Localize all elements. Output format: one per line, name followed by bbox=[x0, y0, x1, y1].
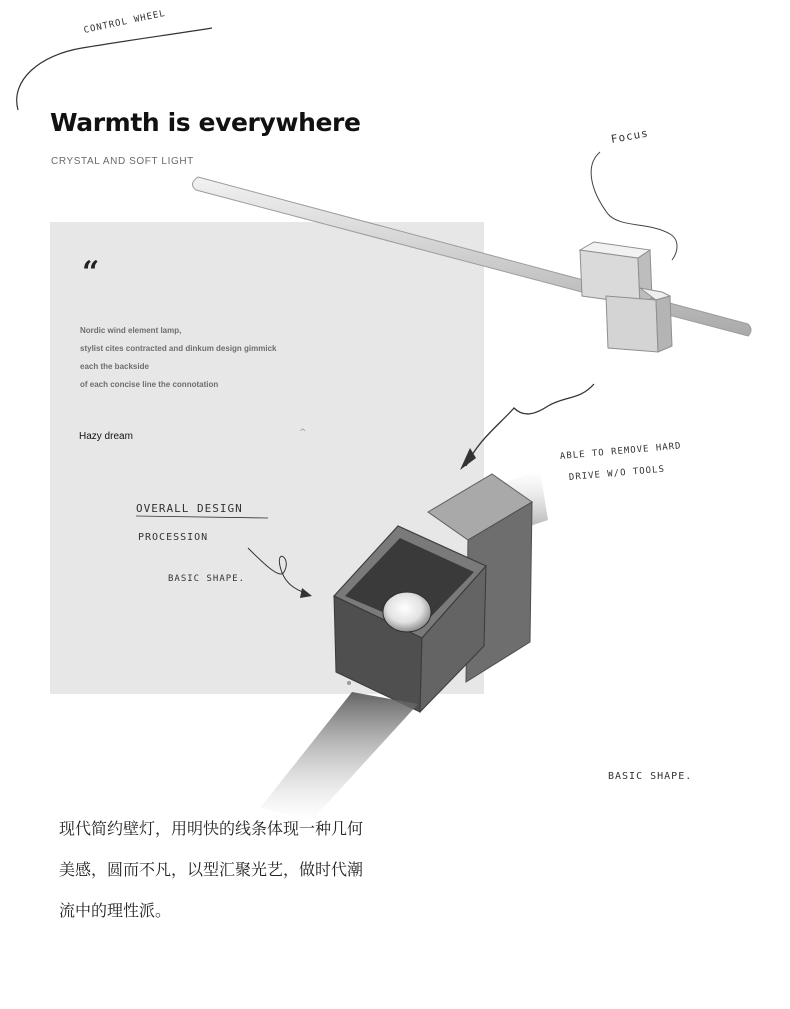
note-focus: Focus bbox=[609, 126, 650, 146]
description-line: Nordic wind element lamp, bbox=[80, 326, 182, 335]
description-block bbox=[80, 322, 277, 394]
description-line: each the backside bbox=[80, 362, 149, 371]
control-wheel-curve bbox=[17, 28, 212, 110]
quote-icon: “ bbox=[82, 255, 100, 290]
body-line: 流中的理性派。 bbox=[59, 901, 172, 920]
design-squiggle bbox=[248, 548, 308, 594]
lamp-head-large bbox=[334, 474, 532, 712]
note-overall-design: OVERALL DESIGN bbox=[136, 502, 243, 515]
note-able-line1: ABLE TO REMOVE HARD bbox=[559, 441, 682, 462]
body-copy bbox=[59, 815, 439, 938]
caret-icon: ^ bbox=[299, 428, 307, 438]
note-basic-shape: BASIC SHAPE. bbox=[168, 574, 246, 584]
page-title: Warmth is everywhere bbox=[50, 108, 361, 137]
note-procession: PROCESSION bbox=[138, 532, 209, 543]
body-line: 现代简约壁灯，用明快的线条体现一种几何 bbox=[59, 819, 364, 838]
light-beam bbox=[260, 692, 418, 820]
description-line: stylist cites contracted and dinkum design gimmick bbox=[80, 344, 277, 353]
lamp-head-top bbox=[580, 242, 672, 352]
note-able-line2: DRIVE W/O TOOLS bbox=[568, 464, 666, 483]
body-line: 美感，圆而不凡，以型汇聚光艺，做时代潮 bbox=[59, 860, 364, 879]
description-line: of each concise line the connotation bbox=[80, 380, 219, 389]
caption-hazy-dream: Hazy dream bbox=[79, 431, 133, 442]
page-subtitle: CRYSTAL AND SOFT LIGHT bbox=[51, 156, 194, 167]
note-basic-shape: BASIC SHAPE. bbox=[608, 771, 693, 782]
note-control-wheel: CONTROL WHEEL bbox=[82, 8, 167, 36]
